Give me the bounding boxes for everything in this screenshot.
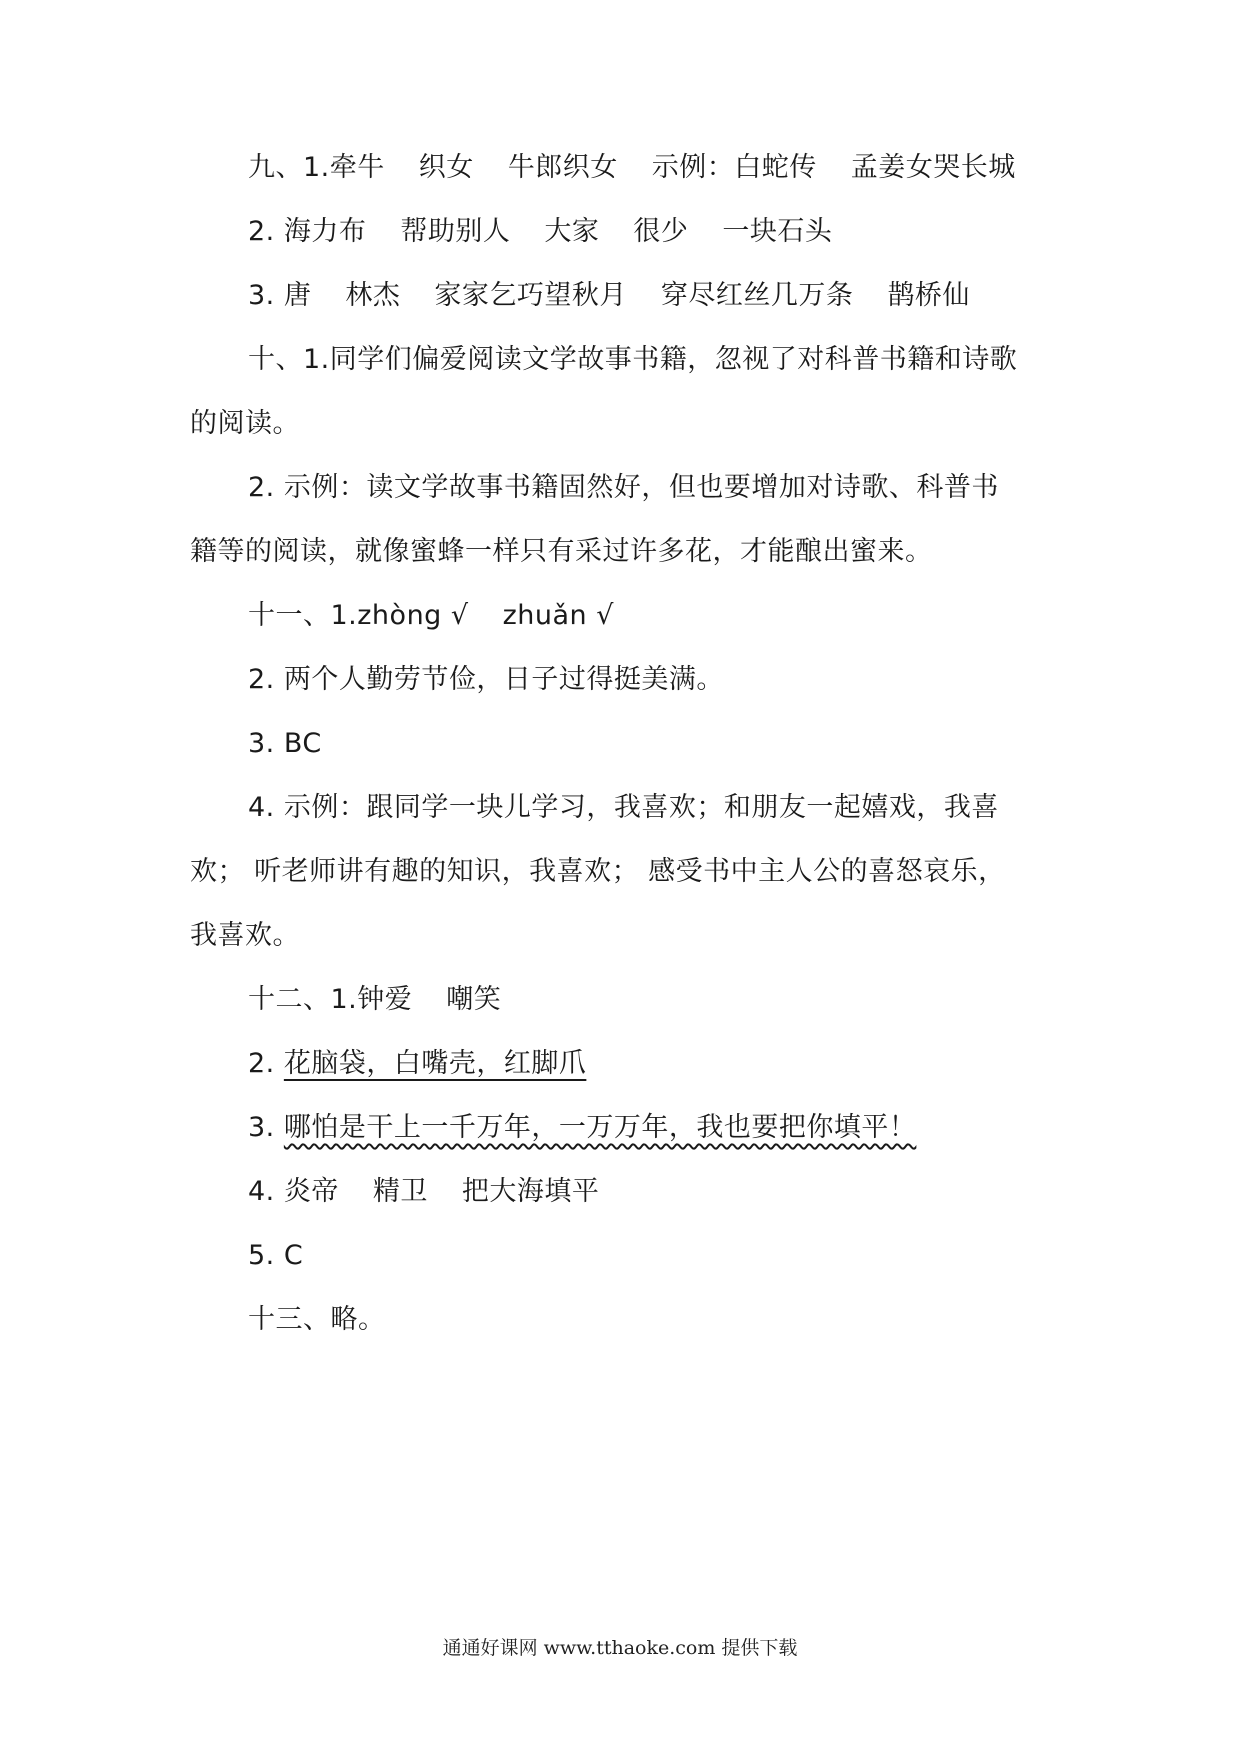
answer-12-3: [248, 1110, 916, 1146]
answer-11-2: 2. 两个人勤劳节俭，日子过得挺美满。: [248, 664, 724, 695]
answer-10-2: 2. 示例：读文学故事书籍固然好，但也要增加对诗歌、科普书: [248, 472, 999, 503]
answer-9-2-d: 一块石头: [722, 216, 833, 247]
page-footer: 通通好课网 www.tthaoke.com 提供下载: [442, 1637, 798, 1659]
answer-12-5: 5. C: [248, 1240, 304, 1271]
answer-9-3-head: 3. 唐: [248, 280, 312, 311]
answer-12-4: [248, 1174, 599, 1210]
answer-11-4: 4. 示例：跟同学一块儿学习，我喜欢；和朋友一起嬉戏，我喜: [248, 792, 999, 823]
answer-9-3-c: 穿尽红丝几万条: [660, 280, 854, 311]
answer-12-1-a: 嘲笑: [446, 984, 502, 1015]
answer-12-2-underlined: 花脑袋，白嘴壳，红脚爪: [283, 1048, 587, 1079]
answer-12-2-num: 2.: [248, 1048, 275, 1079]
answer-11-4-cont2: 我喜欢。: [190, 920, 300, 951]
answer-12-4-a: 精卫: [372, 1176, 428, 1207]
answer-9-2-b: 大家: [544, 216, 600, 247]
answer-12-4-b: 把大海填平: [461, 1176, 600, 1207]
answer-9-3: [248, 278, 970, 314]
answer-13-1: 十三、略。: [248, 1304, 386, 1335]
answer-12-4-head: 4. 炎帝: [248, 1176, 339, 1207]
answer-9-2-c: 很少: [633, 216, 689, 247]
answer-9-3-d: 鹊桥仙: [887, 280, 970, 311]
answer-9-1-c: 示例：白蛇传: [651, 152, 817, 183]
answer-9-3-b: 家家乞巧望秋月: [434, 280, 627, 311]
answer-9-2-head: 2. 海力布: [248, 216, 367, 247]
answer-9-2-a: 帮助别人: [400, 216, 511, 247]
answer-9-1-a: 织女: [418, 152, 474, 183]
answer-11-1-a: zhuǎn √: [502, 600, 614, 631]
answer-11-4-cont: 欢； 听老师讲有趣的知识，我喜欢； 感受书中主人公的喜怒哀乐，: [190, 856, 1006, 887]
answer-11-1-head: 十一、1.zhòng √: [248, 600, 469, 631]
answer-10-1-cont: 的阅读。: [190, 408, 300, 439]
answer-11-3: 3. BC: [248, 728, 322, 759]
answer-9-3-a: 林杰: [345, 280, 401, 311]
answer-12-2: [248, 1046, 586, 1082]
answer-11-1: [248, 598, 614, 634]
answer-12-3-wavy-underlined: 哪怕是干上一千万年，一万万年，我也要把你填平！: [283, 1112, 917, 1143]
answer-9-1-head: 九、1.牵牛: [248, 152, 385, 183]
answer-9-2: [248, 214, 832, 250]
answer-12-1: [248, 982, 501, 1018]
answer-9-1: [248, 150, 1016, 186]
answer-12-1-head: 十二、1.钟爱: [248, 984, 413, 1015]
answer-9-1-d: 孟姜女哭长城: [850, 152, 1016, 183]
answer-10-2-cont: 籍等的阅读，就像蜜蜂一样只有采过许多花，才能酿出蜜来。: [190, 536, 933, 567]
answer-12-3-num: 3.: [248, 1112, 275, 1143]
answer-10-1: 十、1.同学们偏爱阅读文学故事书籍，忽视了对科普书籍和诗歌: [248, 344, 1018, 375]
answer-9-1-b: 牛郎织女: [507, 152, 618, 183]
